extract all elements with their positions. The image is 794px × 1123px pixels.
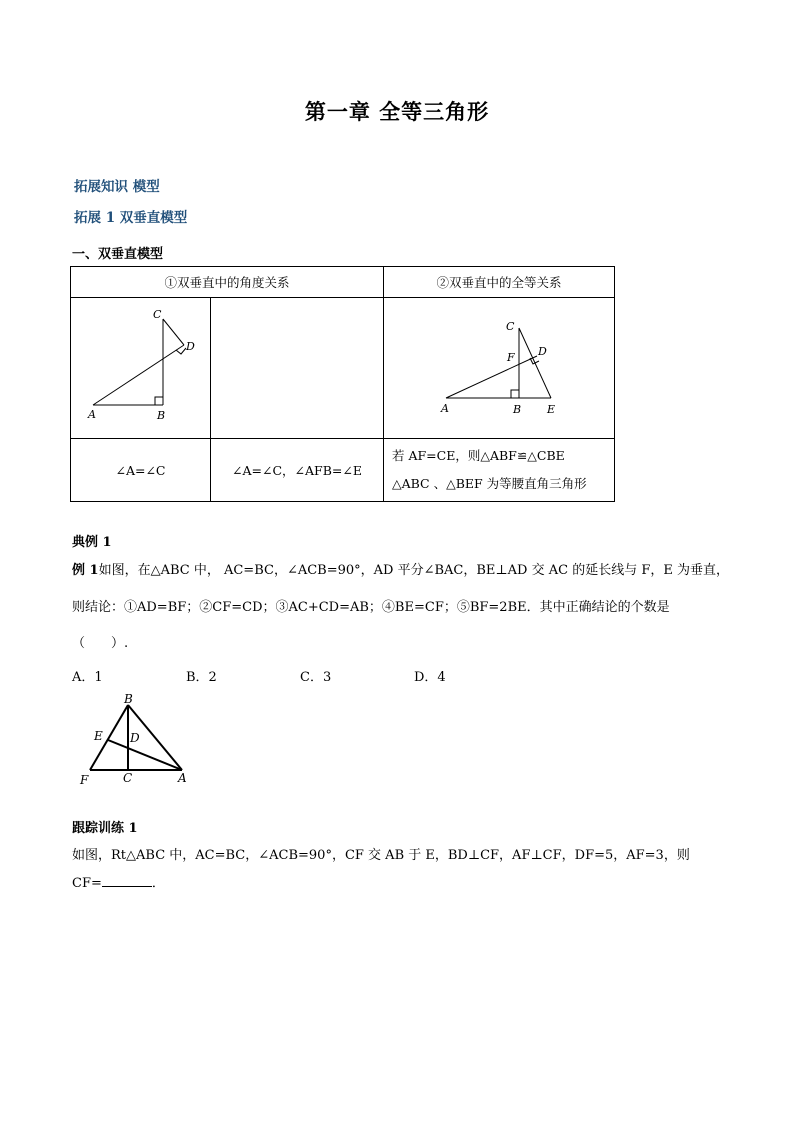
- training-answer-prefix: CF=: [72, 876, 102, 891]
- label-A: A: [441, 402, 449, 415]
- label-A: A: [88, 408, 96, 421]
- figure-cell-1: [71, 298, 211, 439]
- label-B: B: [124, 692, 133, 706]
- label-D: D: [538, 345, 547, 358]
- training-line-2: [72, 874, 165, 894]
- label-B: B: [157, 409, 166, 422]
- label-F: F: [80, 773, 89, 787]
- section-heading-model: 拓展 1 双垂直模型: [74, 210, 188, 226]
- training-line-1: 如图，Rt△ABC 中，AC=BC，∠ACB=90°，CF 交 AB 于 E，BD⊥CF，AF⊥CF，DF=5，AF=3，则: [72, 848, 690, 863]
- option-b: B．2: [186, 670, 217, 685]
- label-D: D: [186, 340, 195, 353]
- example-label: 例 1: [72, 563, 99, 578]
- figure-cell-2: [384, 298, 615, 439]
- table-header-angle: ①双垂直中的角度关系: [71, 267, 384, 298]
- figure-right-triangle-1: [71, 298, 210, 435]
- example-figure: [72, 690, 202, 790]
- label-B: B: [513, 403, 522, 416]
- example-text-1: 如图，在△ABC 中， AC=BC，∠ACB=90°，AD 平分∠BAC，BE⊥AD 交 AC 的延长线与 F，E 为垂直，: [98, 563, 729, 578]
- label-E: E: [94, 729, 103, 743]
- option-d: D．4: [414, 670, 446, 685]
- congruence-line-1: 若 AF=CE，则△ABF≌△CBE: [392, 448, 565, 463]
- relation-angle-1: ∠A=∠C: [71, 439, 211, 502]
- training-heading: 跟踪训练 1: [72, 821, 138, 836]
- label-C: C: [123, 771, 133, 785]
- congruence-line-2: △ABC 、△BEF 为等腰直角三角形: [392, 476, 587, 491]
- section-heading-knowledge: 拓展知识 模型: [74, 179, 160, 195]
- label-E: E: [547, 403, 556, 416]
- label-C: C: [506, 320, 515, 333]
- page-title: 第一章 全等三角形: [304, 99, 490, 124]
- example-heading: 典例 1: [72, 535, 112, 550]
- model-table: [70, 266, 615, 502]
- example-line-2: 则结论：①AD=BF；②CF=CD；③AC+CD=AB；④BE=CF；⑤BF=2BE．其中正确结论的个数是: [72, 600, 670, 615]
- answer-blank[interactable]: [102, 874, 152, 887]
- blank-cell: [211, 298, 384, 439]
- label-F: F: [507, 351, 515, 364]
- option-a: A．1: [72, 670, 103, 685]
- label-D: D: [130, 731, 140, 745]
- training-answer-suffix: ．: [151, 876, 165, 891]
- option-c: C．3: [300, 670, 332, 685]
- label-C: C: [153, 308, 162, 321]
- label-A: A: [178, 771, 187, 785]
- subheading-double-perpendicular: 一、双垂直模型: [72, 247, 164, 262]
- example-line-1: [72, 561, 732, 581]
- relation-angle-2: ∠A=∠C，∠AFB=∠E: [211, 439, 384, 502]
- figure-right-triangle-2: [384, 298, 614, 435]
- relation-congruence: [384, 439, 615, 502]
- table-header-congruence: ②双垂直中的全等关系: [384, 267, 615, 298]
- example-line-3: （ ）.: [72, 636, 129, 651]
